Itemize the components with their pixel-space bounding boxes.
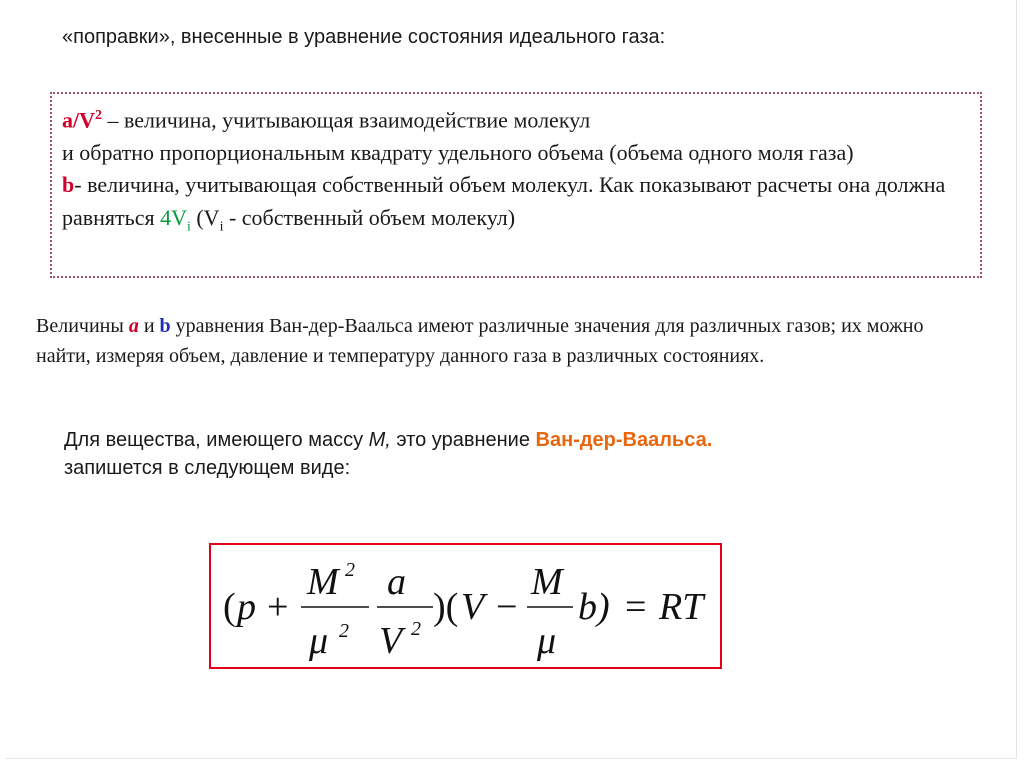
formula-equals: = [625, 586, 647, 628]
formula-v2: V [461, 586, 485, 628]
formula-mu1-power: 2 [339, 620, 349, 642]
formula-minus: − [496, 586, 518, 628]
a-text-continued: и обратно пропорциональным квадрату удельного объема (объема одного моля газа) [62, 139, 854, 165]
a-power: 2 [95, 108, 102, 123]
formula-m2: M [531, 561, 563, 603]
vi-sub: i [219, 219, 224, 235]
constant-b: b [159, 315, 171, 337]
a-definition [62, 100, 974, 169]
definitions-text [62, 100, 974, 244]
b-definition [62, 169, 974, 243]
vi-text: - собственный объем молекул) [223, 204, 516, 230]
formula-v1: V [379, 620, 403, 662]
formula-mu2: μ [537, 620, 557, 662]
constant-a: a [128, 315, 139, 337]
formula-b: b) [578, 586, 610, 628]
paragraph-constants: Величины a и b уравнения Ван-дер-Ваальса имеют различные значения для различных газов; их можно найти, измеряя объем, давление и температуру данного газа в различных состояниях. [36, 315, 924, 367]
van-der-waals-equation [211, 545, 724, 671]
slide-heading: «поправки», внесенные в уравнение состояния идеального газа: [62, 26, 666, 48]
mass-symbol: M, [368, 429, 391, 451]
formula-box [209, 543, 722, 669]
vi-paren: (V [190, 204, 220, 230]
a-text: – величина, учитывающая взаимодействие молекул [102, 107, 591, 133]
formula-p: p [237, 586, 256, 628]
b-text: - величина, учитывающая собственный объем молекул. Как показывают расчеты она должна равняться [62, 172, 946, 230]
formula-v1-power: 2 [411, 618, 421, 640]
formula-m1: M [307, 561, 339, 603]
formula-m1-power: 2 [345, 559, 355, 581]
volume-expression: $4V_i$ [160, 204, 191, 235]
formula-close-open: )( [433, 586, 459, 628]
van-der-waals-name: Ван-дер-Ваальса. [535, 429, 713, 451]
formula-rt: RT [659, 586, 704, 628]
a-symbol: a/V [62, 107, 95, 133]
b-symbol: b [62, 172, 75, 198]
formula-plus: + [267, 586, 289, 628]
paragraph-mass: Для вещества, имеющего массу M, это уравнение Ван-дер-Ваальса. запишется в следующем виде: [64, 429, 713, 479]
formula-mu1: μ [309, 620, 329, 662]
formula-open-paren: ( [223, 586, 236, 628]
formula-a: a [387, 561, 406, 603]
